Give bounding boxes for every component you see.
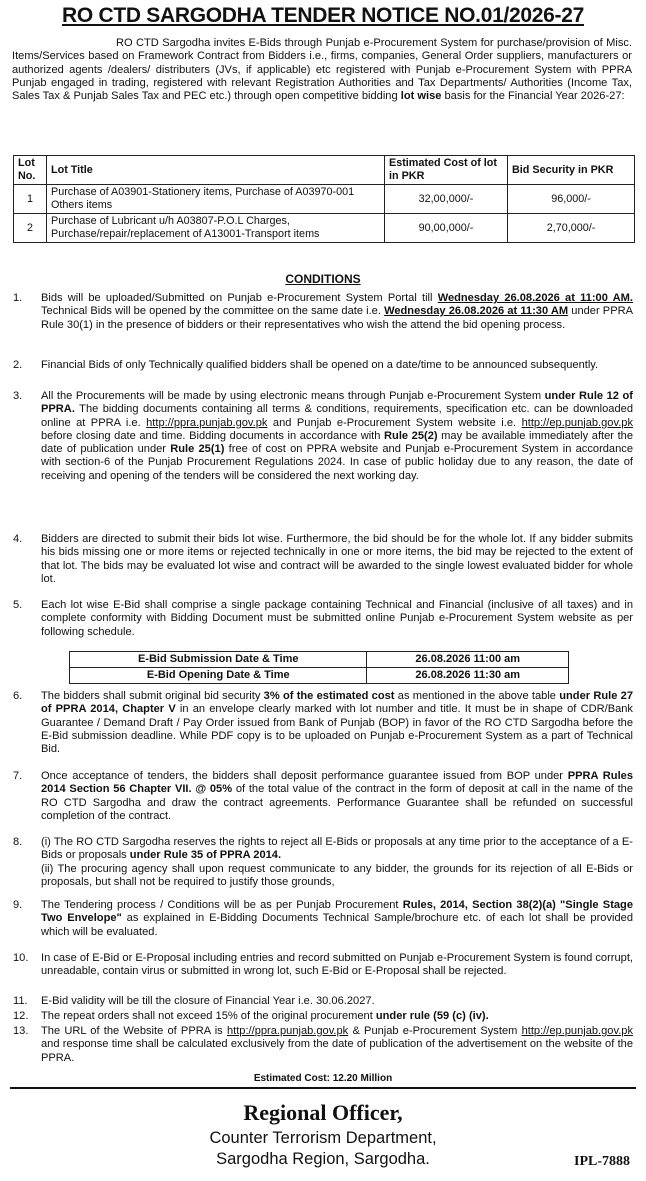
- condition-text: Financial Bids of only Technically qualified bidders shall be opened on a date/time to be announced subsequently.: [41, 359, 599, 371]
- lots-table-header: [14, 156, 635, 185]
- condition-2: [13, 359, 633, 372]
- schedule-table: [69, 651, 569, 684]
- condition-text: (i) The RO CTD Sargodha reserves the rights to reject all E-Bids or proposals at any time prior to the acceptance of a E-Bids or proposals: [41, 836, 633, 862]
- condition-text: In case of E-Bid or E-Proposal including entries and record submitted on Punjab e-Procurement System is found corrupt, unreadable, contain virus or submitted in wrong lot, such E-Bid or E-Proposal shall be rejected.: [41, 952, 633, 978]
- condition-text: Once acceptance of tenders, the bidders shall deposit performance guarantee issued from BOP under: [41, 770, 568, 782]
- condition-text: All the Procurements will be made by using electronic means through Punjab e-Procurement System: [41, 390, 545, 402]
- intro-text: RO CTD Sargodha invites E-Bids through Punjab e-Procurement System for purchase/provision of Misc. Items/Services based on Framework Contract from Bidders i.e., firms, companies, General Order suppliers, manufacturers or authorized agents /dealers/ distributers (JVs, if applicable) etc registered with Punjab e-Procurement System with PPRA Punjab engaged in trading, registered with relevant Registration Authorities and Tax Departments/ Authorities (Income Tax, Sales Tax & Punjab Sales Tax and PEC etc.) through open competitive bidding: [12, 37, 632, 103]
- condition-text: The URL of the Website of PPRA is: [41, 1025, 227, 1037]
- condition-number: 3.: [13, 390, 23, 402]
- condition-9: [13, 899, 633, 939]
- condition-3: [13, 390, 633, 483]
- condition-bold: under Rule 27 of PPRA 2014, Chapter V: [41, 690, 633, 716]
- table-row: [14, 185, 635, 214]
- eproc-link[interactable]: http://ep.punjab.gov.pk: [521, 416, 633, 429]
- condition-text: under PPRA Rule 30(1) in the presence of bidders or their representatives who wish the attend the bid opening process.: [41, 305, 634, 331]
- condition-text: & Punjab e-Procurement System: [348, 1025, 522, 1037]
- intro-bold: lot wise: [400, 90, 442, 103]
- condition-number: 6.: [13, 690, 23, 702]
- condition-11: [13, 995, 633, 1008]
- condition-text: E-Bid validity will be till the closure of Financial Year i.e. 30.06.2027.: [41, 995, 375, 1007]
- condition-1: [13, 292, 633, 332]
- condition-text: The bidders shall submit original bid security: [41, 690, 264, 702]
- header-lot-title: Lot Title: [47, 156, 385, 185]
- condition-13: [13, 1025, 633, 1065]
- condition-text: as mentioned in the above table: [394, 690, 560, 702]
- condition-text: Bidders are directed to submit their bids lot wise. Furthermore, the bid should be for the whole lot. If any bidder submits his bids missing one or more items or rejected technically in one or more items, the bid may be rejected to the extent of that lot. The bids may be evaluated lot wise and contract will be awarded to the single lowest evaluated bidder for whole lot.: [41, 533, 633, 585]
- schedule-value: 26.08.2026 11:30 am: [367, 668, 569, 684]
- lot-cost: 32,00,000/-: [385, 185, 508, 214]
- condition-text: may be available immediately after the date of publication under: [41, 429, 633, 456]
- condition-bold: under Rule 12 of PPRA.: [41, 390, 633, 416]
- condition-bold: Rule 25(2): [384, 429, 438, 442]
- schedule-label: E-Bid Opening Date & Time: [70, 668, 367, 684]
- condition-text: Bids will be uploaded/Submitted on Punjab e-Procurement System Portal till: [41, 292, 438, 304]
- estimated-cost: Estimated Cost: 12.20 Million: [253, 1073, 393, 1084]
- condition-text: and Punjab e-Procurement System website i.e.: [267, 416, 522, 429]
- signatory-department: Counter Terrorism Department,: [209, 1129, 437, 1147]
- signatory-address: [0, 1128, 646, 1170]
- intro-text-end: basis for the Financial Year 2026-27:: [441, 90, 625, 103]
- eproc-link[interactable]: http://ep.punjab.gov.pk: [521, 1025, 633, 1037]
- header-estimated-cost: Estimated Cost of lot in PKR: [385, 156, 508, 185]
- condition-number: 9.: [13, 899, 23, 911]
- condition-text: Each lot wise E-Bid shall comprise a single package containing Technical and Financial (inclusive of all taxes) and in complete conformity with Bidding Document must be submitted online Punjab e-Procurement System website as per following schedule.: [41, 599, 633, 638]
- condition-bold: under rule (59 (c) (iv).: [375, 1010, 489, 1022]
- ipl-code: IPL-7888: [574, 1154, 630, 1169]
- condition-text: as explained in E-Bidding Documents Technical Sample/brochure etc. of each lot shall be provided which will be evaluated.: [41, 912, 633, 938]
- lot-security: 96,000/-: [508, 185, 635, 214]
- signatory-title: Regional Officer,: [243, 1100, 403, 1125]
- condition-bold: under Rule 35 of PPRA 2014.: [129, 849, 282, 862]
- condition-text: in an envelope clearly marked with lot number and title. It must be in shape of CDR/Bank Guarantee / Demand Draft / Pay Order issued from Bank of Punjab (BOP) in favor of the RO CTD Sargodha before the E-Bid submission deadline. While PDF copy is to be uploaded on Punjab e-Procurement System as a part of Technical Bid.: [41, 703, 633, 756]
- condition-4: [13, 533, 633, 586]
- ppra-link[interactable]: http://ppra.punjab.gov.pk: [226, 1025, 349, 1037]
- notice-title: RO CTD SARGODHA TENDER NOTICE NO.01/2026-27: [62, 4, 584, 27]
- condition-opening-time: Wednesday 26.08.2026 at 11:30 AM: [384, 305, 569, 318]
- divider: [10, 1087, 636, 1089]
- condition-deadline: Wednesday 26.08.2026 at 11:00 AM.: [437, 292, 633, 304]
- condition-5: [13, 599, 633, 639]
- condition-number: 1.: [13, 292, 23, 304]
- condition-text: (ii) The procuring agency shall upon request communicate to any bidder, the grounds for its rejection of all E-Bids or proposals, but shall not be required to justify those grounds,: [41, 862, 633, 888]
- condition-text: and response time shall be calculated exclusively from the date of publication of the advertisement on the website of the PPRA.: [41, 1038, 633, 1064]
- condition-number: 4.: [13, 533, 23, 545]
- condition-7: [13, 770, 633, 823]
- header-lot-no: Lot No.: [14, 156, 47, 185]
- condition-bold: 3% of the estimated cost: [263, 690, 395, 702]
- condition-number: 2.: [13, 359, 23, 371]
- condition-number: 12.: [13, 1010, 29, 1022]
- condition-number: 5.: [13, 599, 23, 611]
- intro-paragraph: [12, 37, 632, 103]
- lots-table: [13, 155, 635, 243]
- lot-security: 2,70,000/-: [508, 214, 635, 243]
- schedule-label: E-Bid Submission Date & Time: [70, 652, 367, 668]
- lot-title: Purchase of Lubricant u/h A03807-P.O.L Charges, Purchase/repair/replacement of A13001-Transport items: [47, 214, 385, 243]
- condition-10: [13, 952, 633, 979]
- condition-number: 13.: [13, 1025, 29, 1037]
- condition-number: 8.: [13, 836, 23, 848]
- lot-number: 2: [14, 214, 47, 243]
- condition-text: of the total value of the contract in the form of deposit at call in the name of the RO CTD Sargodha and draw the contract agreements. Performance Guarantee shall be refunded on successful completion of the contract.: [41, 783, 634, 822]
- header-bid-security: Bid Security in PKR: [508, 156, 635, 185]
- condition-text: The bidding documents containing all terms & conditions, requirements, specification etc. can be downloaded online at PPRA i.e.: [41, 403, 633, 429]
- condition-bold: Rule 25(1): [170, 443, 225, 456]
- lot-title: Purchase of A03901-Stationery items, Purchase of A03970-001 Others items: [47, 185, 385, 214]
- condition-text: before closing date and time. Bidding documents in accordance with: [41, 429, 385, 442]
- condition-8: [13, 836, 633, 889]
- condition-text: The repeat orders shall not exceed 15% of the original procurement: [41, 1010, 376, 1022]
- table-row: [70, 652, 569, 668]
- condition-bold: Rules, 2014, Section 38(2)(a) "Single Stage Two Envelope": [41, 899, 633, 925]
- table-row: [14, 214, 635, 243]
- condition-text: The Tendering process / Conditions will be as per Punjab Procurement: [41, 899, 403, 911]
- condition-12: [13, 1010, 633, 1023]
- condition-6: [13, 690, 633, 756]
- schedule-value: 26.08.2026 11:00 am: [367, 652, 569, 668]
- condition-number: 7.: [13, 770, 23, 782]
- conditions-heading: CONDITIONS: [285, 272, 361, 286]
- lot-cost: 90,00,000/-: [385, 214, 508, 243]
- table-row: [70, 668, 569, 684]
- condition-text: free of cost on PPRA website and Punjab e-Procurement System in accordance with section-6 of the Punjab Procurement Regulations 2024. In case of public holiday due to any reason, the date of receiving and opening of the tenders will be considered the next working day.: [41, 443, 633, 482]
- signatory-region: Sargodha Region, Sargodha.: [216, 1150, 430, 1168]
- condition-number: 10.: [13, 952, 29, 964]
- lot-number: 1: [14, 185, 47, 214]
- condition-bold: PPRA Rules 2014 Section 56 Chapter VII. @ 05%: [41, 770, 633, 796]
- condition-text: Technical Bids will be opened by the committee on the same date i.e.: [41, 305, 385, 318]
- condition-number: 11.: [13, 995, 28, 1007]
- ppra-link[interactable]: http://ppra.punjab.gov.pk: [146, 416, 268, 429]
